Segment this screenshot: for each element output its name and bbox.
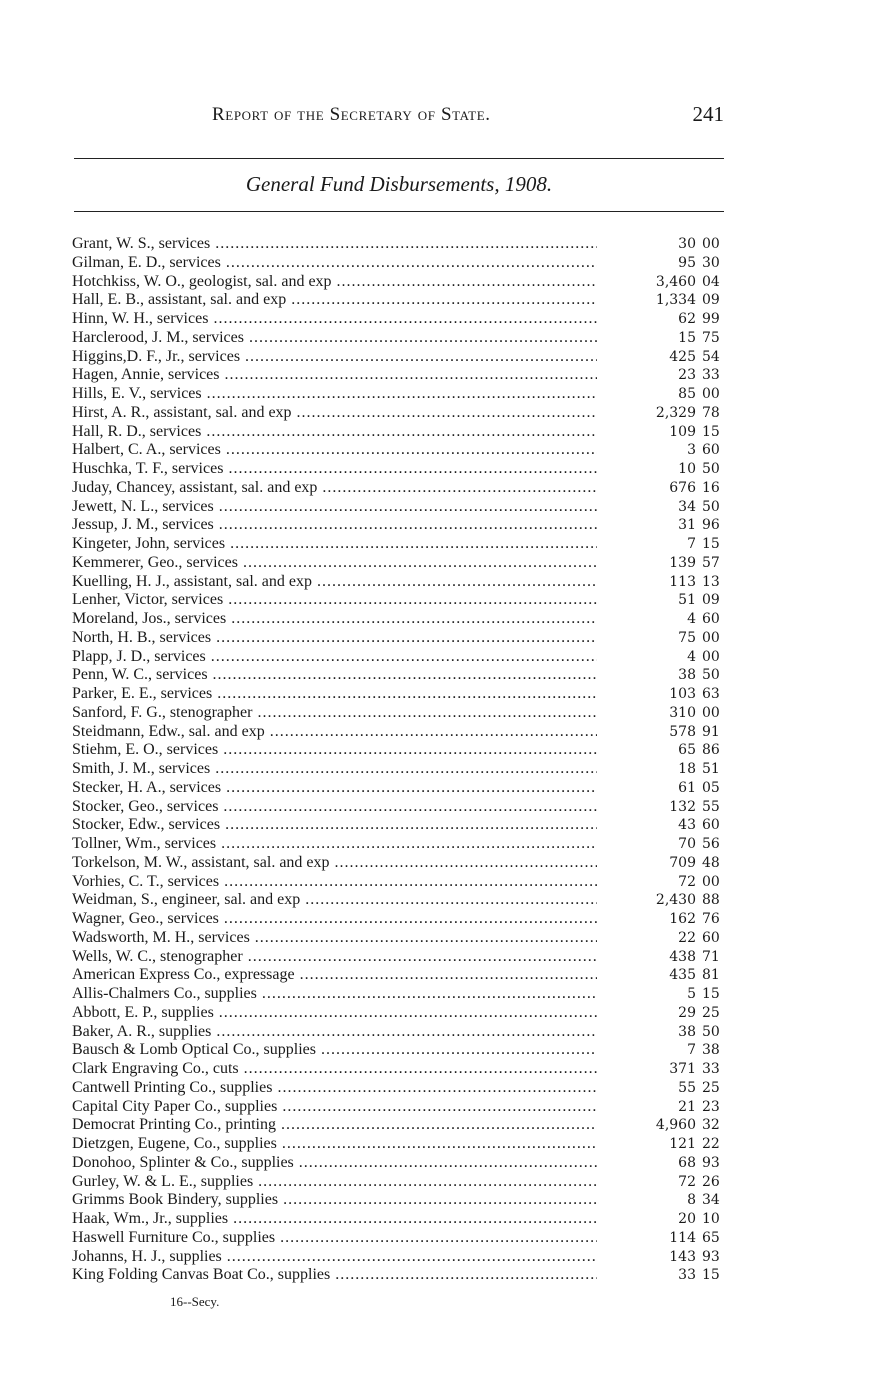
list-item <box>72 835 732 854</box>
entry-cents: 25 <box>702 1079 720 1096</box>
entry-cents: 65 <box>702 1229 720 1246</box>
entry-label: Weidman, S., engineer, sal. and exp ..... <box>72 891 597 910</box>
entry-label: Halbert, C. A., services ..... <box>72 441 597 460</box>
entry-dollars: 109 <box>669 423 696 440</box>
entry-label: Clark Engraving Co., cuts ..... <box>72 1060 597 1079</box>
list-item <box>72 910 732 929</box>
list-item <box>72 948 732 967</box>
entry-dollars: 4 <box>687 648 696 665</box>
entry-label: Gurley, W. & L. E., supplies ..... <box>72 1173 597 1192</box>
entry-label: Hinn, W. H., services ..... <box>72 310 597 329</box>
entry-cents: 60 <box>702 817 720 834</box>
entry-dollars: 10 <box>678 461 696 477</box>
list-item <box>72 573 732 592</box>
entry-label: Steidmann, Edw., sal. and exp ..... <box>72 723 597 742</box>
entry-cents: 86 <box>702 742 720 759</box>
entry-label: Higgins,D. F., Jr., services ..... <box>72 348 597 367</box>
page-number: 241 <box>692 102 724 126</box>
list-item <box>72 741 732 760</box>
entry-dollars: 33 <box>678 1267 696 1284</box>
list-item <box>72 1266 732 1285</box>
entry-dollars: 8 <box>687 1192 696 1209</box>
entry-dollars: 38 <box>678 1023 696 1040</box>
entry-cents: 60 <box>702 611 720 627</box>
list-item <box>72 460 732 479</box>
entry-dollars: 371 <box>669 1061 696 1077</box>
entry-dollars: 4 <box>687 611 696 627</box>
entry-cents: 15 <box>702 1267 720 1284</box>
list-item <box>72 385 732 404</box>
entry-label: Sanford, F. G., stenographer ..... <box>72 704 597 723</box>
entry-label: Gilman, E. D., services ..... <box>72 254 597 273</box>
entry-dollars: 425 <box>669 348 696 365</box>
list-item <box>72 479 732 498</box>
entry-label: Hirst, A. R., assistant, sal. and exp ..... <box>72 404 597 423</box>
entry-cents: 00 <box>702 648 720 665</box>
list-item <box>72 291 732 310</box>
entry-label: Moreland, Jos., services ..... <box>72 610 597 629</box>
list-item <box>72 1041 732 1060</box>
list-item <box>72 591 732 610</box>
entry-cents: 15 <box>702 423 720 440</box>
entry-dollars: 62 <box>678 311 696 327</box>
list-item <box>72 1229 732 1248</box>
entry-dollars: 18 <box>678 761 696 777</box>
list-item <box>72 254 732 273</box>
list-item <box>72 310 732 329</box>
entry-cents: 16 <box>702 479 720 496</box>
signature-mark: 16--Secy. <box>170 1294 220 1309</box>
entry-cents: 09 <box>702 292 720 309</box>
entry-label: Juday, Chancey, assistant, sal. and exp ..... <box>72 479 597 498</box>
entry-dollars: 5 <box>687 986 696 1002</box>
entry-dollars: 3,460 <box>655 273 696 290</box>
entry-label: Grimms Book Bindery, supplies ..... <box>72 1191 597 1210</box>
entry-dollars: 55 <box>678 1079 696 1096</box>
entry-cents: 50 <box>702 498 720 515</box>
entry-label: Haak, Wm., Jr., supplies ..... <box>72 1210 597 1229</box>
list-item <box>72 1116 732 1135</box>
entry-label: Wagner, Geo., services ..... <box>72 910 597 929</box>
entry-dollars: 143 <box>669 1248 696 1265</box>
entry-label: Penn, W. C., services ..... <box>72 666 597 685</box>
entry-cents: 22 <box>702 1136 720 1152</box>
entry-cents: 91 <box>702 723 720 740</box>
entry-cents: 15 <box>702 986 720 1002</box>
entry-cents: 13 <box>702 573 720 590</box>
entry-label: Torkelson, M. W., assistant, sal. and exp ..... <box>72 854 597 873</box>
entry-dollars: 38 <box>678 667 696 684</box>
entry-dollars: 65 <box>678 742 696 759</box>
entry-label: Bausch & Lomb Optical Co., supplies ..... <box>72 1041 597 1060</box>
entry-dollars: 578 <box>669 723 696 740</box>
entry-cents: 15 <box>702 536 720 552</box>
entry-label: Hall, R. D., services ..... <box>72 423 597 442</box>
list-item <box>72 1060 732 1079</box>
entry-cents: 48 <box>702 854 720 871</box>
entry-dollars: 114 <box>669 1229 696 1246</box>
entry-dollars: 132 <box>669 798 696 815</box>
entry-cents: 26 <box>702 1173 720 1190</box>
entry-dollars: 68 <box>678 1154 696 1171</box>
list-item <box>72 929 732 948</box>
entry-label: Stiehm, E. O., services ..... <box>72 741 597 760</box>
entry-dollars: 30 <box>678 236 696 252</box>
list-item <box>72 1135 732 1154</box>
entry-label: Democrat Printing Co., printing ..... <box>72 1116 597 1135</box>
list-item <box>72 498 732 517</box>
entry-label: Kingeter, John, services ..... <box>72 535 597 554</box>
entry-label: Haswell Furniture Co., supplies ..... <box>72 1229 597 1248</box>
entry-label: Stocker, Edw., services ..... <box>72 816 597 835</box>
list-item <box>72 366 732 385</box>
list-item <box>72 535 732 554</box>
entry-dollars: 2,430 <box>655 892 696 909</box>
entry-dollars: 15 <box>678 329 696 346</box>
entry-label: Baker, A. R., supplies ..... <box>72 1023 597 1042</box>
entry-label: Hills, E. V., services ..... <box>72 385 597 404</box>
list-item <box>72 779 732 798</box>
entry-cents: 10 <box>702 1211 720 1227</box>
entry-cents: 99 <box>702 311 720 327</box>
list-item <box>72 704 732 723</box>
entry-dollars: 51 <box>678 592 696 609</box>
list-item <box>72 1079 732 1098</box>
entry-label: Huschka, T. F., services ..... <box>72 460 597 479</box>
entry-dollars: 113 <box>669 573 696 590</box>
entry-cents: 05 <box>702 779 720 796</box>
entry-dollars: 676 <box>669 479 696 496</box>
list-item <box>72 873 732 892</box>
entry-label: Parker, E. E., services ..... <box>72 685 597 704</box>
entry-label: Allis-Chalmers Co., supplies ..... <box>72 985 597 1004</box>
entry-cents: 78 <box>702 404 720 421</box>
entry-dollars: 72 <box>678 1173 696 1190</box>
entry-cents: 81 <box>702 967 720 984</box>
entry-label: Harclerood, J. M., services ..... <box>72 329 597 348</box>
entry-cents: 71 <box>702 948 720 965</box>
entry-dollars: 709 <box>669 854 696 871</box>
entry-dollars: 29 <box>678 1004 696 1021</box>
entry-dollars: 23 <box>678 367 696 384</box>
entry-cents: 09 <box>702 592 720 609</box>
list-item <box>72 404 732 423</box>
list-item <box>72 1248 732 1267</box>
list-item <box>72 1098 732 1117</box>
list-item <box>72 854 732 873</box>
entry-label: Johanns, H. J., supplies ..... <box>72 1248 597 1267</box>
entry-cents: 60 <box>702 929 720 946</box>
list-item <box>72 441 732 460</box>
entry-dollars: 162 <box>669 911 696 927</box>
entry-dollars: 70 <box>678 836 696 852</box>
entry-cents: 75 <box>702 329 720 346</box>
entry-label: Hall, E. B., assistant, sal. and exp ..... <box>72 291 597 310</box>
list-item <box>72 648 732 667</box>
entry-dollars: 31 <box>678 517 696 534</box>
entry-label: Cantwell Printing Co., supplies ..... <box>72 1079 597 1098</box>
list-item <box>72 966 732 985</box>
entry-label: Grant, W. S., services ..... <box>72 235 597 254</box>
list-item <box>72 235 732 254</box>
entry-dollars: 4,960 <box>655 1117 696 1134</box>
entry-label: Dietzgen, Eugene, Co., supplies ..... <box>72 1135 597 1154</box>
list-item <box>72 891 732 910</box>
entry-cents: 00 <box>702 704 720 721</box>
top-rule <box>74 158 724 159</box>
section-title: General Fund Disbursements, 1908. <box>245 172 553 196</box>
entry-cents: 50 <box>702 1023 720 1040</box>
entry-dollars: 438 <box>669 948 696 965</box>
list-item <box>72 985 732 1004</box>
entry-cents: 04 <box>702 273 720 290</box>
list-item <box>72 348 732 367</box>
list-item <box>72 1173 732 1192</box>
entry-cents: 76 <box>702 911 720 927</box>
entry-cents: 38 <box>702 1042 720 1059</box>
entry-label: Wells, W. C., stenographer ..... <box>72 948 597 967</box>
entry-cents: 51 <box>702 761 720 777</box>
entry-cents: 60 <box>702 442 720 459</box>
entry-cents: 50 <box>702 461 720 477</box>
entry-cents: 23 <box>702 1098 720 1115</box>
entry-dollars: 21 <box>678 1098 696 1115</box>
entry-cents: 93 <box>702 1154 720 1171</box>
entry-label: Abbott, E. P., supplies ..... <box>72 1004 597 1023</box>
entry-label: Jessup, J. M., services ..... <box>72 516 597 535</box>
list-item <box>72 273 732 292</box>
list-item <box>72 516 732 535</box>
list-item <box>72 554 732 573</box>
entry-dollars: 22 <box>678 929 696 946</box>
entry-cents: 30 <box>702 254 720 271</box>
entry-dollars: 72 <box>678 873 696 890</box>
entry-label: Tollner, Wm., services ..... <box>72 835 597 854</box>
entry-dollars: 2,329 <box>655 404 696 421</box>
running-header <box>72 104 724 130</box>
entry-cents: 00 <box>702 236 720 252</box>
entry-dollars: 95 <box>678 254 696 271</box>
entry-label: Jewett, N. L., services ..... <box>72 498 597 517</box>
entry-label: Capital City Paper Co., supplies ..... <box>72 1098 597 1117</box>
entry-cents: 55 <box>702 798 720 815</box>
entry-label: Vorhies, C. T., services ..... <box>72 873 597 892</box>
entry-label: Hotchkiss, W. O., geologist, sal. and exp ..... <box>72 273 597 292</box>
entry-label: Stecker, H. A., services ..... <box>72 779 597 798</box>
entry-dollars: 435 <box>669 967 696 984</box>
entry-cents: 96 <box>702 517 720 534</box>
list-item <box>72 1023 732 1042</box>
entry-cents: 57 <box>702 554 720 571</box>
entry-dollars: 85 <box>678 386 696 402</box>
entry-dollars: 103 <box>669 686 696 702</box>
list-item <box>72 1154 732 1173</box>
list-item <box>72 1191 732 1210</box>
entry-label: King Folding Canvas Boat Co., supplies ..... <box>72 1266 597 1285</box>
entry-dollars: 7 <box>687 1042 696 1059</box>
entry-dollars: 20 <box>678 1211 696 1227</box>
entry-cents: 88 <box>702 892 720 909</box>
entry-cents: 00 <box>702 386 720 402</box>
entry-dollars: 310 <box>669 704 696 721</box>
bottom-rule <box>74 211 724 212</box>
entry-label: Kemmerer, Geo., services ..... <box>72 554 597 573</box>
list-item <box>72 610 732 629</box>
entry-cents: 32 <box>702 1117 720 1134</box>
entry-dollars: 1,334 <box>655 292 696 309</box>
list-item <box>72 329 732 348</box>
entry-label: Smith, J. M., services ..... <box>72 760 597 779</box>
entry-cents: 34 <box>702 1192 720 1209</box>
entry-label: Wadsworth, M. H., services ..... <box>72 929 597 948</box>
list-item <box>72 798 732 817</box>
list-item <box>72 760 732 779</box>
list-item <box>72 816 732 835</box>
entry-cents: 50 <box>702 667 720 684</box>
entry-cents: 00 <box>702 629 720 646</box>
entry-dollars: 3 <box>687 442 696 459</box>
entry-label: Stocker, Geo., services ..... <box>72 798 597 817</box>
entry-label: Kuelling, H. J., assistant, sal. and exp ..... <box>72 573 597 592</box>
entry-label: Hagen, Annie, services ..... <box>72 366 597 385</box>
entry-cents: 33 <box>702 1061 720 1077</box>
entry-dollars: 75 <box>678 629 696 646</box>
list-item <box>72 666 732 685</box>
entry-dollars: 139 <box>669 554 696 571</box>
entry-label: Plapp, J. D., services ..... <box>72 648 597 667</box>
entry-label: Donohoo, Splinter & Co., supplies ..... <box>72 1154 597 1173</box>
entry-dollars: 43 <box>678 817 696 834</box>
entry-cents: 56 <box>702 836 720 852</box>
entry-label: Lenher, Victor, services ..... <box>72 591 597 610</box>
entry-cents: 54 <box>702 348 720 365</box>
entry-cents: 63 <box>702 686 720 702</box>
entry-label: American Express Co., expressage ..... <box>72 966 597 985</box>
disbursement-list <box>72 235 732 1285</box>
entry-cents: 00 <box>702 873 720 890</box>
entry-label: North, H. B., services ..... <box>72 629 597 648</box>
list-item <box>72 685 732 704</box>
running-title: Report of the Secretary of State. <box>212 104 491 125</box>
list-item <box>72 1210 732 1229</box>
entry-cents: 25 <box>702 1004 720 1021</box>
entry-cents: 93 <box>702 1248 720 1265</box>
entry-dollars: 7 <box>687 536 696 552</box>
entry-cents: 33 <box>702 367 720 384</box>
list-item <box>72 629 732 648</box>
list-item <box>72 1004 732 1023</box>
list-item <box>72 723 732 742</box>
entry-dollars: 121 <box>669 1136 696 1152</box>
entry-dollars: 34 <box>678 498 696 515</box>
entry-dollars: 61 <box>678 779 696 796</box>
list-item <box>72 423 732 442</box>
